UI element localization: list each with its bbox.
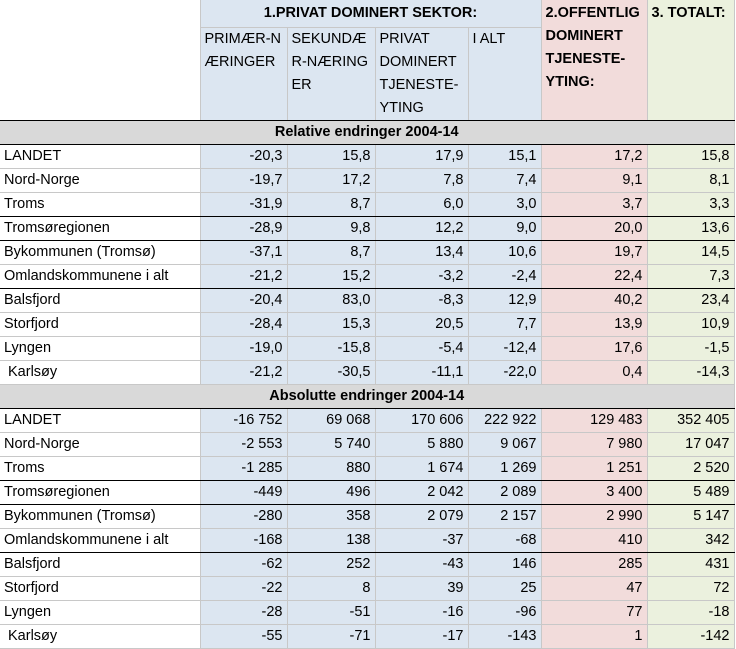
table-cell: 3 400 <box>541 481 647 505</box>
table-cell: 19,7 <box>541 241 647 265</box>
table-cell: 8 <box>287 577 375 601</box>
table-cell: 358 <box>287 505 375 529</box>
row-label: Bykommunen (Tromsø) <box>0 505 200 529</box>
row-label: Troms <box>0 457 200 481</box>
table-cell: 15,1 <box>468 145 541 169</box>
table-row <box>0 601 734 625</box>
header-secondary: SEKUNDÆR-NÆRINGER <box>287 28 375 121</box>
table-cell: 9,1 <box>541 169 647 193</box>
table-cell: -20,4 <box>200 289 287 313</box>
table-cell: 7,7 <box>468 313 541 337</box>
table-cell: -31,9 <box>200 193 287 217</box>
table-row <box>0 409 734 433</box>
table-cell: 17,2 <box>541 145 647 169</box>
section-title: Absolutte endringer 2004-14 <box>0 385 734 409</box>
table-cell: 8,7 <box>287 193 375 217</box>
table-cell: 146 <box>468 553 541 577</box>
row-label: Omlandskommunene i alt <box>0 529 200 553</box>
table-cell: -51 <box>287 601 375 625</box>
table-cell: 25 <box>468 577 541 601</box>
table-cell: -168 <box>200 529 287 553</box>
section-title: Relative endringer 2004-14 <box>0 121 734 145</box>
table-cell: 7,3 <box>647 265 734 289</box>
table-cell: 431 <box>647 553 734 577</box>
row-label: Storfjord <box>0 313 200 337</box>
table-cell: 9,0 <box>468 217 541 241</box>
row-label: Lyngen <box>0 337 200 361</box>
table-cell: -1 285 <box>200 457 287 481</box>
table-cell: 1 <box>541 625 647 649</box>
table-cell: -18 <box>647 601 734 625</box>
table-cell: 17 047 <box>647 433 734 457</box>
row-label: Nord-Norge <box>0 433 200 457</box>
table-row <box>0 433 734 457</box>
table-cell: -2 553 <box>200 433 287 457</box>
row-label: Balsfjord <box>0 289 200 313</box>
table-cell: -21,2 <box>200 361 287 385</box>
table-row <box>0 313 734 337</box>
table-row <box>0 625 734 649</box>
table-cell: -71 <box>287 625 375 649</box>
table-cell: -5,4 <box>375 337 468 361</box>
table-cell: 77 <box>541 601 647 625</box>
table-cell: 72 <box>647 577 734 601</box>
table-cell: -280 <box>200 505 287 529</box>
table-cell: 15,2 <box>287 265 375 289</box>
table-cell: -21,2 <box>200 265 287 289</box>
table-cell: 10,9 <box>647 313 734 337</box>
table-cell: -143 <box>468 625 541 649</box>
row-label: LANDET <box>0 409 200 433</box>
table-cell: 17,2 <box>287 169 375 193</box>
table-cell: -19,7 <box>200 169 287 193</box>
table-cell: 5 147 <box>647 505 734 529</box>
table-cell: -11,1 <box>375 361 468 385</box>
table-cell: -37,1 <box>200 241 287 265</box>
table-cell: 2 089 <box>468 481 541 505</box>
table-cell: 2 042 <box>375 481 468 505</box>
table-cell: -68 <box>468 529 541 553</box>
table-cell: -28,4 <box>200 313 287 337</box>
table-cell: 40,2 <box>541 289 647 313</box>
table-cell: 15,8 <box>647 145 734 169</box>
row-label: Nord-Norge <box>0 169 200 193</box>
table-row <box>0 241 734 265</box>
row-label: Lyngen <box>0 601 200 625</box>
table-cell: 352 405 <box>647 409 734 433</box>
table-cell: 12,2 <box>375 217 468 241</box>
table-cell: 39 <box>375 577 468 601</box>
table-cell: 12,9 <box>468 289 541 313</box>
header-corner <box>0 0 200 121</box>
row-label: Karlsøy <box>0 625 200 649</box>
table-cell: 13,9 <box>541 313 647 337</box>
table-row <box>0 529 734 553</box>
table-cell: 3,0 <box>468 193 541 217</box>
table-row <box>0 265 734 289</box>
table-cell: 22,4 <box>541 265 647 289</box>
table-cell: 6,0 <box>375 193 468 217</box>
table-cell: -12,4 <box>468 337 541 361</box>
table-cell: 47 <box>541 577 647 601</box>
header-primary: PRIMÆR-NÆRINGER <box>200 28 287 121</box>
table-cell: -14,3 <box>647 361 734 385</box>
table-cell: 8,7 <box>287 241 375 265</box>
table-cell: 7,8 <box>375 169 468 193</box>
table-cell: 410 <box>541 529 647 553</box>
table-cell: 17,6 <box>541 337 647 361</box>
table-cell: 3,3 <box>647 193 734 217</box>
header-group-public: 2.OFFENTLIG DOMINERT TJENESTE-YTING: <box>541 0 647 121</box>
table-cell: 285 <box>541 553 647 577</box>
table-cell: 1 251 <box>541 457 647 481</box>
table-cell: -22,0 <box>468 361 541 385</box>
row-label: Omlandskommunene i alt <box>0 265 200 289</box>
table-cell: -30,5 <box>287 361 375 385</box>
table-row <box>0 457 734 481</box>
table-cell: 15,3 <box>287 313 375 337</box>
table-cell: 1 674 <box>375 457 468 481</box>
table-cell: -22 <box>200 577 287 601</box>
table-cell: 342 <box>647 529 734 553</box>
table-cell: 129 483 <box>541 409 647 433</box>
row-label: Bykommunen (Tromsø) <box>0 241 200 265</box>
table-cell: -96 <box>468 601 541 625</box>
table-cell: -2,4 <box>468 265 541 289</box>
table-cell: 880 <box>287 457 375 481</box>
table-row <box>0 577 734 601</box>
table-cell: -16 752 <box>200 409 287 433</box>
row-label: Karlsøy <box>0 361 200 385</box>
table-row <box>0 505 734 529</box>
table-cell: 2 079 <box>375 505 468 529</box>
table-cell: 20,0 <box>541 217 647 241</box>
table-row <box>0 145 734 169</box>
table-cell: -55 <box>200 625 287 649</box>
table-cell: 69 068 <box>287 409 375 433</box>
header-total-private: I ALT <box>468 28 541 121</box>
table-cell: 2 990 <box>541 505 647 529</box>
table-cell: -3,2 <box>375 265 468 289</box>
table-cell: 13,4 <box>375 241 468 265</box>
table-cell: -8,3 <box>375 289 468 313</box>
table-row <box>0 289 734 313</box>
table-cell: 5 489 <box>647 481 734 505</box>
table-cell: 170 606 <box>375 409 468 433</box>
table-cell: 20,5 <box>375 313 468 337</box>
table-row <box>0 193 734 217</box>
table-cell: 14,5 <box>647 241 734 265</box>
table-cell: 2 157 <box>468 505 541 529</box>
table-cell: 10,6 <box>468 241 541 265</box>
table-cell: 222 922 <box>468 409 541 433</box>
table-cell: -37 <box>375 529 468 553</box>
table-row <box>0 361 734 385</box>
table-cell: -62 <box>200 553 287 577</box>
table-cell: -20,3 <box>200 145 287 169</box>
table-row <box>0 553 734 577</box>
header-group-private: 1.PRIVAT DOMINERT SEKTOR: <box>200 0 541 28</box>
table-cell: 496 <box>287 481 375 505</box>
row-label: Balsfjord <box>0 553 200 577</box>
table-row <box>0 217 734 241</box>
table-cell: 7 980 <box>541 433 647 457</box>
row-label: Tromsøregionen <box>0 481 200 505</box>
table-cell: 23,4 <box>647 289 734 313</box>
table-cell: -19,0 <box>200 337 287 361</box>
table-cell: 5 880 <box>375 433 468 457</box>
table-cell: 13,6 <box>647 217 734 241</box>
table-cell: 3,7 <box>541 193 647 217</box>
table-cell: 15,8 <box>287 145 375 169</box>
table-cell: 252 <box>287 553 375 577</box>
table-cell: 0,4 <box>541 361 647 385</box>
table-row <box>0 481 734 505</box>
table-cell: 138 <box>287 529 375 553</box>
row-label: Tromsøregionen <box>0 217 200 241</box>
table-cell: -17 <box>375 625 468 649</box>
table-cell: 5 740 <box>287 433 375 457</box>
table-cell: -43 <box>375 553 468 577</box>
table-cell: -142 <box>647 625 734 649</box>
table-cell: -28,9 <box>200 217 287 241</box>
table-cell: 9 067 <box>468 433 541 457</box>
table-cell: -449 <box>200 481 287 505</box>
table-cell: 8,1 <box>647 169 734 193</box>
table-cell: 9,8 <box>287 217 375 241</box>
table-cell: 83,0 <box>287 289 375 313</box>
header-private-service: PRIVAT DOMINERT TJENESTE-YTING <box>375 28 468 121</box>
table-cell: -28 <box>200 601 287 625</box>
row-label: LANDET <box>0 145 200 169</box>
row-label: Storfjord <box>0 577 200 601</box>
table-cell: 7,4 <box>468 169 541 193</box>
table-cell: 1 269 <box>468 457 541 481</box>
table-cell: 17,9 <box>375 145 468 169</box>
table-row <box>0 337 734 361</box>
table-cell: -16 <box>375 601 468 625</box>
table-cell: -1,5 <box>647 337 734 361</box>
row-label: Troms <box>0 193 200 217</box>
table-cell: -15,8 <box>287 337 375 361</box>
table-row <box>0 169 734 193</box>
header-group-total: 3. TOTALT: <box>647 0 734 121</box>
table-cell: 2 520 <box>647 457 734 481</box>
